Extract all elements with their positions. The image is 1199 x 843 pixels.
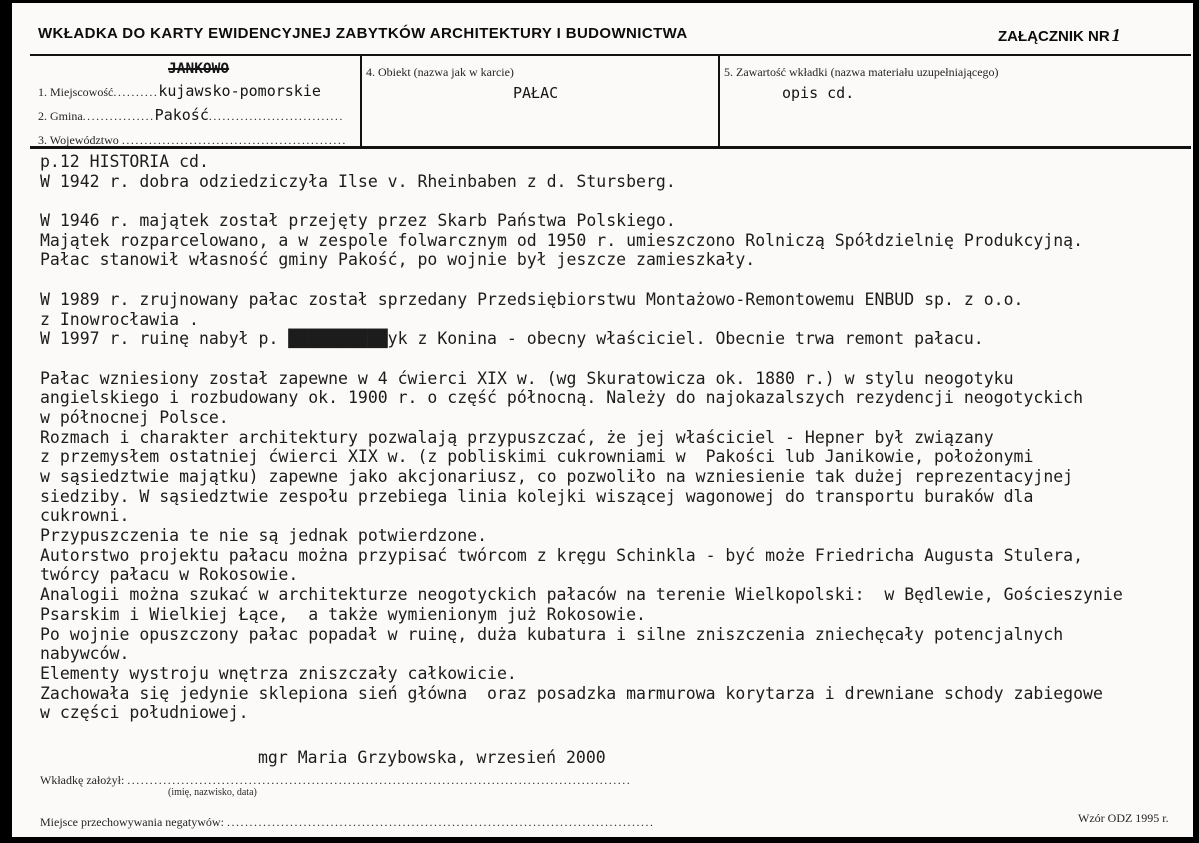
scan-edge-bottom <box>0 837 1199 843</box>
scan-edge-left <box>0 0 12 843</box>
field-locality <box>38 81 321 100</box>
field-commune-trailing-dots: .............................. <box>208 109 344 123</box>
field-object-value: PAŁAC <box>513 84 559 102</box>
field-voivodeship <box>38 129 356 148</box>
scan-edge-top <box>0 0 1199 3</box>
field-commune-dots: ................ <box>82 109 155 123</box>
negatives-label: Miejsce przechowywania negatywów: <box>40 815 227 829</box>
form-divider-2 <box>718 56 720 146</box>
body-line: Po wojnie opuszczony pałac popadał w ruinę, duża kubatura i silne zniszczenia zniechęcały potencjalnych <box>40 624 1064 644</box>
body-line: angielskiego i rozbudowany ok. 1900 r. o część północną. Należy do najokazalszych rezydencji neogotyckich <box>40 388 1084 408</box>
body-line: z przemysłem ostatniej ćwierci XIX w. (z pobliskimi cukrowniami w Pakości lub Janikowie, położonymi <box>40 447 1034 467</box>
body-line: w północnej Polsce. <box>40 407 229 427</box>
field-commune-value: Pakość <box>154 106 209 124</box>
created-by-row <box>40 769 680 788</box>
body-line: Majątek rozparcelowano, a w zespole folwarcznym od 1950 r. umieszczono Rolniczą Spółdzielnię Produkcyjną. <box>40 230 1084 250</box>
body-line <box>40 349 1190 369</box>
body-line: Psarskim i Wielkiej Łące, a także wymienionym już Rokosowie. <box>40 604 646 624</box>
body-line: twórcy pałacu w Rokosowie. <box>40 565 299 585</box>
body-line: w sąsiedztwie majątku) zapewne jako akcjonariusz, co pozwoliło na wzniesienie tak dużej reprezentacyjnej <box>40 467 1074 486</box>
field-voivodeship-dots: .................................................. <box>121 133 347 147</box>
body-line: W 1942 r. dobra odziedziczyła Ilse v. Rheinbaben z d. Stursberg. <box>40 171 676 191</box>
field-locality-value: kujawsko-pomorskie <box>158 82 321 100</box>
body-line: Przypuszczenia te nie są jednak potwierdzone. <box>40 526 488 546</box>
field-voivodeship-label: 3. Województwo <box>38 133 122 147</box>
field-commune-label: 2. Gmina <box>38 109 83 123</box>
body-line: cukrowni. <box>40 506 130 526</box>
body-line: W 1989 r. zrujnowany pałac został sprzedany Przedsiębiorstwu Montażowo-Remontowemu ENBUD sp. z o.o. <box>40 289 1024 309</box>
attachment-text: ZAŁĄCZNIK NR <box>998 28 1110 45</box>
document-title: WKŁADKA DO KARTY EWIDENCYJNEJ ZABYTKÓW ARCHITEKTURY I BUDOWNICTWA <box>38 25 688 42</box>
negatives-row <box>40 811 740 830</box>
attachment-label <box>998 25 1121 46</box>
body-line: nabywców. <box>40 644 130 664</box>
field-contents-label: 5. Zawartość wkładki (nazwa materiału uzupełniającego) <box>724 65 999 79</box>
signature-line: mgr Maria Grzybowska, wrzesień 2000 <box>258 748 606 767</box>
body-line: W 1946 r. majątek został przejęty przez Skarb Państwa Polskiego. <box>40 211 676 231</box>
field-contents-value: opis cd. <box>782 84 855 102</box>
form-divider-1 <box>360 56 362 146</box>
body-line: Autorstwo projektu pałacu można przypisać twórcom z kręgu Schinkla - być może Friedricha Augusta Stulera, <box>40 545 1084 565</box>
negatives-dots: ............................................................................................... <box>226 815 655 829</box>
body-line: z Inowrocławia . <box>40 309 199 329</box>
field-commune <box>38 105 344 124</box>
body-line: Elementy wystroju wnętrza zniszczały całkowicie. <box>40 663 517 683</box>
document-body <box>40 152 1190 723</box>
body-line: p.12 HISTORIA cd. <box>40 152 209 171</box>
field-locality-dots: .......... <box>113 85 159 99</box>
body-line <box>40 270 1190 290</box>
body-line: Pałac wzniesiony został zapewne w 4 ćwierci XIX w. (wg Skuratowicza ok. 1880 r.) w stylu neogotyku <box>40 368 1014 388</box>
body-line <box>40 191 1190 211</box>
locality-struck-value: JANKOWO <box>168 61 230 77</box>
scan-edge-right <box>1193 0 1199 843</box>
body-line: Pałac stanowił własność gminy Pakość, po wojnie był jeszcze zamieszkały. <box>40 250 756 270</box>
body-line: Zachowała się jedynie sklepiona sień główna oraz posadzka marmurowa korytarza i drewniane schody zabiegowe <box>40 683 1103 703</box>
field-locality-label: 1. Miejscowość <box>38 85 114 99</box>
created-by-dots: ................................................................................................................ <box>127 773 632 787</box>
body-line: Analogii można szukać w architekturze neogotyckich pałaców na terenie Wielkopolski: w Będlewie, Gościeszynie <box>40 585 1123 605</box>
body-line: w części południowej. <box>40 703 249 723</box>
body-line: Rozmach i charakter architektury pozwalają przypuszczać, że jej właściciel - Hepner był związany <box>40 427 994 447</box>
header-rule <box>30 54 1191 56</box>
created-by-hint: (imię, nazwisko, data) <box>168 787 257 798</box>
form-code: Wzór ODZ 1995 r. <box>1078 811 1169 825</box>
body-line: W 1997 r. ruinę nabył p. ██████████yk z Konina - obecny właściciel. Obecnie trwa remont pałacu. <box>40 329 984 349</box>
body-line: siedziby. W sąsiedztwie zespołu przebiega linia kolejki wiszącej wagonowej do transportu buraków dla <box>40 486 1034 506</box>
attachment-number: 1 <box>1111 25 1121 45</box>
field-object-label: 4. Obiekt (nazwa jak w karcie) <box>366 65 514 79</box>
created-by-label: Wkładkę założył: <box>40 773 128 787</box>
